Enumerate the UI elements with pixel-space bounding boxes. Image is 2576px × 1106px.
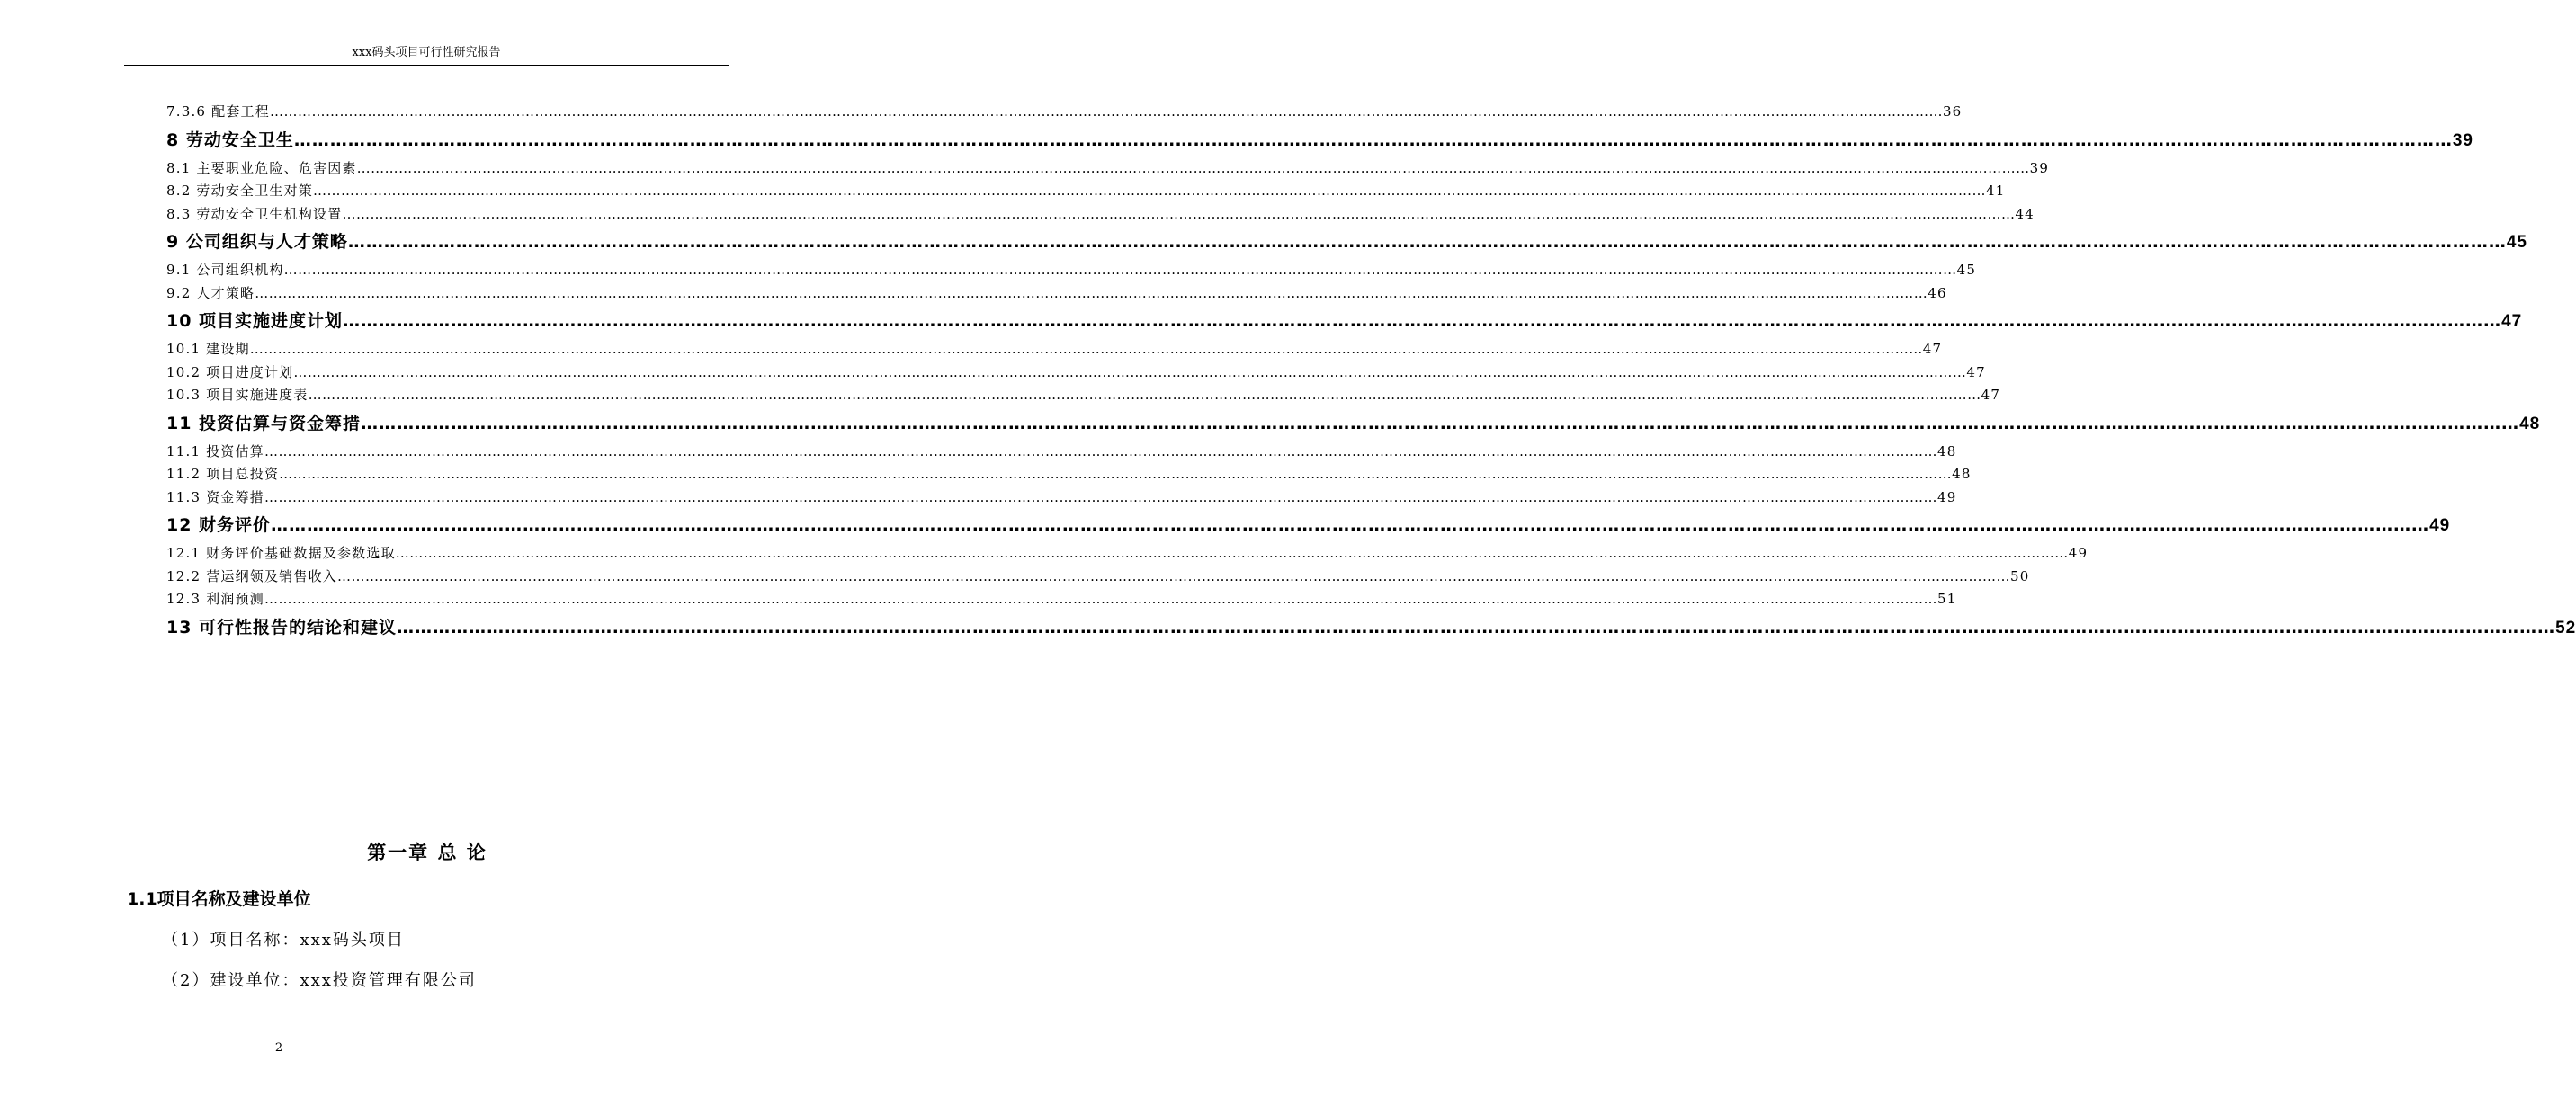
project-name-line: （1）项目名称：xxx码头项目 <box>162 931 405 950</box>
toc-leader-dots: ……………………………………………………………………………………………………………………………………………………………………………………………………………………………………………………………………………………………………………………………… <box>255 284 1928 301</box>
toc-page-number: 49 <box>1936 488 1957 505</box>
toc-entry-label: 11.1 投资估算 <box>166 442 264 459</box>
toc-page-number: 47 <box>1981 387 2001 403</box>
toc-leader-dots: ……………………………………………………………………………………………………………………………………………………………………………………………………………………………………………………………………………………………………………………………… <box>356 159 2030 176</box>
toc-chapter-entry[interactable] <box>166 611 2576 645</box>
toc-page-number: 52 <box>2555 618 2576 638</box>
toc-page-number: 50 <box>2009 567 2030 584</box>
toc-leader-dots: ……………………………………………………………………………………………………………………………………………………………………………………………………………………………………………………………………………………………………………………………… <box>397 617 2556 638</box>
toc-page-number: 51 <box>1936 591 1957 607</box>
toc-leader-dots: ……………………………………………………………………………………………………………………………………………………………………………………………………………………………………………………………………………………………………………………………… <box>361 413 2520 433</box>
toc-page-number: 39 <box>2452 130 2473 150</box>
construction-unit-line: （2）建设单位：xxx投资管理有限公司 <box>162 971 477 990</box>
table-of-contents <box>166 101 2576 645</box>
toc-section-entry[interactable] <box>166 486 1957 510</box>
toc-chapter-entry[interactable] <box>166 509 2451 542</box>
toc-leader-dots: ……………………………………………………………………………………………………………………………………………………………………………………………………………………………………………………………………………………………………………………………… <box>269 103 1943 120</box>
toc-entry-label: 9.2 人才策略 <box>166 284 255 301</box>
toc-section-entry[interactable] <box>166 361 1986 385</box>
section-heading: 1.1项目名称及建设单位 <box>127 889 311 909</box>
toc-leader-dots: ……………………………………………………………………………………………………………………………………………………………………………………………………………………………………………………………………………………………………………………………… <box>279 466 1953 482</box>
toc-leader-dots: ……………………………………………………………………………………………………………………………………………………………………………………………………………………………………………………………………………………………………………………………… <box>308 387 1981 403</box>
toc-leader-dots: ……………………………………………………………………………………………………………………………………………………………………………………………………………………………………………………………………………………………………………………………… <box>264 591 1937 607</box>
toc-entry-label: 11 投资估算与资金筹措 <box>166 413 362 433</box>
toc-entry-label: 11.3 资金筹措 <box>166 488 264 505</box>
toc-page-number: 47 <box>1966 363 1986 380</box>
toc-entry-label: 7.3.6 配套工程 <box>166 103 270 120</box>
toc-entry-label: 12.2 营运纲领及销售收入 <box>166 567 337 584</box>
toc-section-entry[interactable] <box>166 101 1963 124</box>
toc-section-entry[interactable] <box>166 566 2030 589</box>
toc-section-entry[interactable] <box>166 542 2089 566</box>
toc-page-number: 36 <box>1942 103 1963 120</box>
toc-leader-dots: ……………………………………………………………………………………………………………………………………………………………………………………………………………………………………………………………………………………………………………………………… <box>347 232 2507 252</box>
toc-entry-label: 10.2 项目进度计划 <box>166 363 294 380</box>
toc-page-number: 44 <box>2015 205 2035 222</box>
toc-entry-label: 10 项目实施进度计划 <box>166 311 344 331</box>
toc-section-entry[interactable] <box>166 259 1977 282</box>
page-number: 2 <box>274 1041 283 1055</box>
toc-page-number: 41 <box>1986 183 2006 199</box>
toc-page-number: 45 <box>2506 233 2527 252</box>
toc-section-entry[interactable] <box>166 157 2050 181</box>
toc-leader-dots: ……………………………………………………………………………………………………………………………………………………………………………………………………………………………………………………………………………………………………………………………… <box>264 488 1937 505</box>
toc-leader-dots: ……………………………………………………………………………………………………………………………………………………………………………………………………………………………………………………………………………………………………………………………… <box>249 341 1923 357</box>
toc-page-number: 48 <box>2519 414 2541 433</box>
toc-leader-dots: ……………………………………………………………………………………………………………………………………………………………………………………………………………………………………………………………………………………………………………………………… <box>264 442 1937 459</box>
toc-entry-label: 12.3 利润预测 <box>166 591 264 607</box>
toc-page-number: 45 <box>1956 262 1977 278</box>
toc-leader-dots: ……………………………………………………………………………………………………………………………………………………………………………………………………………………………………………………………………………………………………………………………… <box>343 311 2502 331</box>
toc-page-number: 48 <box>1952 466 1972 482</box>
toc-page-number: 46 <box>1928 284 1947 301</box>
toc-section-entry[interactable] <box>166 338 1943 361</box>
toc-leader-dots: ……………………………………………………………………………………………………………………………………………………………………………………………………………………………………………………………………………………………………………………………… <box>293 129 2453 150</box>
toc-entry-label: 13 可行性报告的结论和建议 <box>166 617 398 638</box>
toc-leader-dots: ……………………………………………………………………………………………………………………………………………………………………………………………………………………………………………………………………………………………………………………………… <box>313 183 1987 199</box>
toc-entry-label: 8.1 主要职业危险、危害因素 <box>166 159 357 176</box>
toc-leader-dots: ……………………………………………………………………………………………………………………………………………………………………………………………………………………………………………………………………………………………………………………………… <box>342 205 2016 222</box>
chapter-title: 第一章 总 论 <box>367 842 487 863</box>
toc-chapter-entry[interactable] <box>166 124 2473 157</box>
toc-entry-label: 12.1 财务评价基础数据及参数选取 <box>166 545 396 561</box>
toc-page-number: 47 <box>1922 341 1943 357</box>
toc-chapter-entry[interactable] <box>166 407 2541 441</box>
header-rule <box>124 65 729 66</box>
toc-page-number: 48 <box>1936 442 1957 459</box>
toc-entry-label: 8.3 劳动安全卫生机构设置 <box>166 205 343 222</box>
toc-leader-dots: ……………………………………………………………………………………………………………………………………………………………………………………………………………………………………………………………………………………………………………………………… <box>283 262 1957 278</box>
toc-entry-label: 11.2 项目总投资 <box>166 466 280 482</box>
toc-chapter-entry[interactable] <box>166 226 2527 259</box>
toc-entry-label: 9 公司组织与人才策略 <box>166 232 348 252</box>
toc-entry-label: 10.1 建设期 <box>166 341 250 357</box>
toc-section-entry[interactable] <box>166 441 1957 464</box>
toc-entry-label: 12 财务评价 <box>166 515 272 535</box>
toc-section-entry[interactable] <box>166 282 1947 306</box>
toc-leader-dots: ……………………………………………………………………………………………………………………………………………………………………………………………………………………………………………………………………………………………………………………………… <box>395 545 2069 561</box>
toc-chapter-entry[interactable] <box>166 305 2523 338</box>
toc-entry-label: 8.2 劳动安全卫生对策 <box>166 183 314 199</box>
toc-leader-dots: ……………………………………………………………………………………………………………………………………………………………………………………………………………………………………………………………………………………………………………………………… <box>336 567 2010 584</box>
toc-section-entry[interactable] <box>166 588 1957 611</box>
toc-page-number: 39 <box>2029 159 2050 176</box>
toc-section-entry[interactable] <box>166 463 1972 486</box>
toc-leader-dots: ……………………………………………………………………………………………………………………………………………………………………………………………………………………………………………………………………………………………………………………………… <box>271 515 2430 535</box>
toc-page-number: 49 <box>2429 516 2451 535</box>
toc-page-number: 47 <box>2501 312 2523 331</box>
toc-section-entry[interactable] <box>166 384 2001 407</box>
toc-leader-dots: ……………………………………………………………………………………………………………………………………………………………………………………………………………………………………………………………………………………………………………………………… <box>293 363 1967 380</box>
toc-entry-label: 8 劳动安全卫生 <box>166 129 294 150</box>
toc-entry-label: 10.3 项目实施进度表 <box>166 387 309 403</box>
toc-page-number: 49 <box>2068 545 2089 561</box>
toc-entry-label: 9.1 公司组织机构 <box>166 262 284 278</box>
toc-section-entry[interactable] <box>166 180 2006 203</box>
toc-section-entry[interactable] <box>166 203 2035 227</box>
page-header-title: xxx码头项目可行性研究报告 <box>352 46 501 59</box>
